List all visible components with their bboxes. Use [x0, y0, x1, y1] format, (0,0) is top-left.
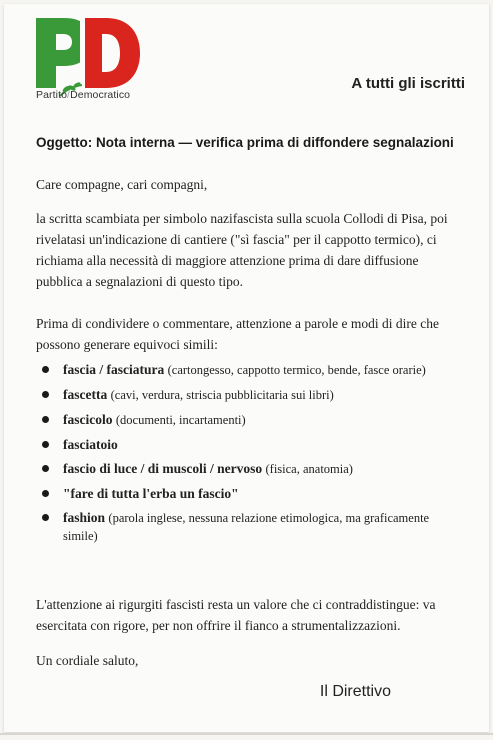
logo-caption — [36, 89, 130, 101]
paragraph-warning: Prima di condividere o commentare, attenzione a parole e modi di dire che possono generare equivoci simili: — [36, 316, 439, 352]
subject-line: Oggetto: Nota interna — verifica prima di diffondere segnalazioni — [36, 135, 454, 150]
term-note: (cartongesso, cappotto termico, bende, fasce orarie) — [167, 363, 426, 377]
term-label: fascetta — [63, 387, 108, 402]
list-item — [36, 411, 456, 429]
term-label: "fare di tutta l'erba un fascio" — [63, 486, 239, 501]
terms-list — [36, 361, 456, 552]
greeting: Care compagne, cari compagni, — [36, 177, 208, 192]
term-note: (fisica, anatomia) — [265, 462, 353, 476]
logo-letter-d — [84, 18, 140, 88]
bullet-icon — [42, 465, 49, 472]
bullet-icon — [42, 490, 49, 497]
term-label: fasciatoio — [63, 437, 118, 452]
sign-off: Un cordiale saluto, — [36, 653, 139, 668]
list-item — [36, 361, 456, 379]
bullet-icon — [42, 366, 49, 373]
paragraph-incident: la scritta scambiata per simbolo nazifascista sulla scuola Collodi di Pisa, poi rivelatasi un'indicazione di cantiere ("sì fascia" per il cappotto termico), ci richiama alla necessità di maggiore attenzione prima di dare diffusione pubblica a segnalazioni di questo tipo. — [36, 211, 448, 289]
bullet-icon — [42, 391, 49, 398]
list-item — [36, 509, 456, 545]
term-label: fascicolo — [63, 412, 113, 427]
bullet-icon — [42, 441, 49, 448]
term-note: (documenti, incartamenti) — [115, 413, 246, 427]
list-item — [36, 386, 456, 404]
term-note: (parola inglese, nessuna relazione etimologica, ma graficamente simile) — [63, 511, 430, 543]
bullet-icon — [42, 416, 49, 423]
logo-caption-slash: / — [67, 89, 71, 101]
page-edge-line — [0, 733, 493, 735]
logo-caption-partito: Partito — [36, 89, 68, 101]
list-item — [36, 436, 456, 453]
term-label: fascio di luce / di muscoli / nervoso — [63, 461, 263, 476]
list-item — [36, 460, 456, 478]
addressee-heading: A tutti gli iscritti — [351, 75, 465, 92]
list-item — [36, 485, 456, 502]
term-note: (cavi, verdura, striscia pubblicitaria sui libri) — [110, 388, 334, 402]
logo-caption-democratico: Democratico — [70, 89, 131, 101]
term-label: fashion — [63, 510, 106, 525]
signature: Il Direttivo — [319, 683, 391, 700]
bullet-icon — [42, 514, 49, 521]
paragraph-closing: L'attenzione ai rigurgiti fascisti resta un valore che ci contraddistingue: va esercitata con rigore, per non offrire il fianco a strumentalizzazioni. — [36, 597, 436, 633]
term-label: fascia / fasciatura — [63, 362, 165, 377]
